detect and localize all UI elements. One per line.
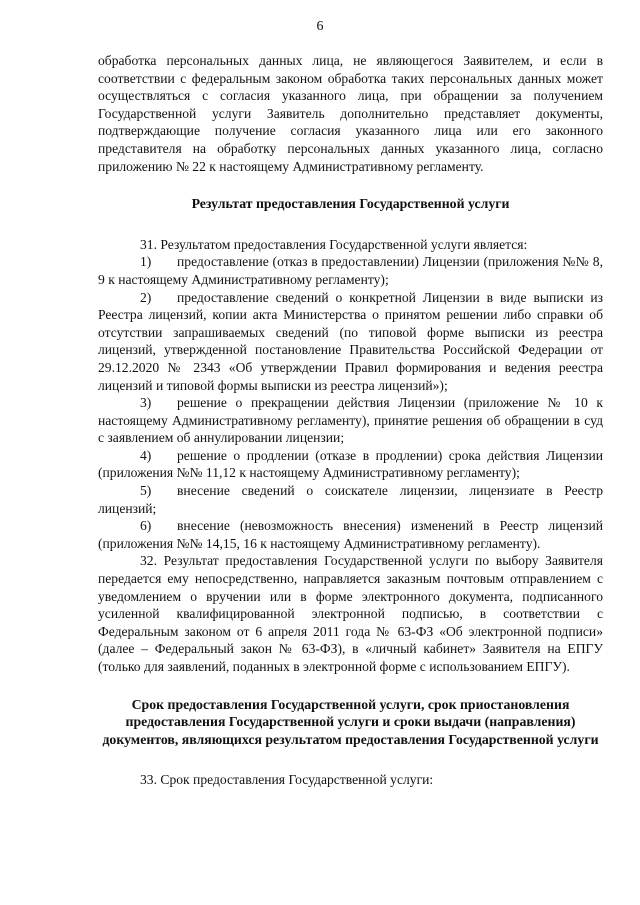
clause-33: 33. Срок предоставления Государственной услуги:: [140, 772, 434, 788]
document-body: [98, 52, 603, 789]
list-item: [98, 394, 603, 447]
list-item: [98, 253, 603, 288]
list-item-number: 6): [140, 518, 152, 534]
list-item-text: предоставление (отказ в предоставлении) Лицензии (приложения №№ 8, 9 к настоящему Административному регламенту);: [98, 254, 603, 287]
list-item-text: решение о продлении (отказе в продлении) срока действия Лицензии (приложения №№ 11,12 к настоящему Административному регламенту);: [98, 447, 603, 481]
list-item-number: 5): [140, 483, 152, 499]
list-item: [98, 482, 603, 517]
section-heading-terms: Срок предоставления Государственной услуги, срок приостановления предоставления Государственной услуги и сроки выдачи (направления) документов, являющихся результатом предоставления Государственной услуги: [102, 696, 599, 747]
list-item-text: внесение сведений о соискателе лицензии, лицензиате в Реестр лицензий;: [98, 483, 603, 516]
clause-32: 32. Результат предоставления Государственной услуги по выбору Заявителя передается ему непосредственно, направляется заказным почтовым отправлением с уведомлением о вручении или в форме электронного документа, подписанного усиленной квалифицированной электронной подписью, в соответствии с Федеральным законом от 6 апреля 2011 года № 63-ФЗ «Об электронной подписи» (далее – Федеральный закон № 63-ФЗ), в «личный кабинет» Заявителя на ЕПГУ (только для заявлений, поданных в электронной форме с использованием ЕПГУ).: [98, 553, 603, 674]
list-item-number: 3): [140, 395, 152, 411]
intro-paragraph: обработка персональных данных лица, не являющегося Заявителем, и если в соответствии с федеральным законом обработка таких персональных данных может осуществляться с согласия указанного лица, при обращении за получением Государственной услуги Заявитель дополнительно представляет документы, подтверждающие получение согласия указанного лица или его законного представителя на обработку персональных данных указанного лица, согласно приложению № 22 к настоящему Административному регламенту.: [98, 53, 603, 174]
section-heading-result: Результат предоставления Государственной услуги: [191, 196, 510, 212]
list-item-number: 1): [140, 254, 152, 270]
list-item-text: предоставление сведений о конкретной Лицензии в виде выписки из Реестра лицензий, копии акта Министерства о принятом решении либо справки об отсутствии запрашиваемых сведений (по типовой форме выписки из реестра лицензий, утвержденной постановление Правительства Российской Федерации от 29.12.2020 № 2343 «Об утверждении Правил формирования и ведения реестра лицензий и типовой формы выписки из реестра лицензий»);: [98, 289, 603, 393]
list-item-number: 4): [140, 447, 152, 463]
clause-31-intro: 31. Результатом предоставления Государственной услуги является:: [140, 236, 528, 252]
list-item-text: внесение (невозможность внесения) изменений в Реестр лицензий (приложения №№ 14,15, 16 к настоящему Административному регламенту).: [98, 518, 603, 551]
list-item-text: решение о прекращении действия Лицензии (приложение № 10 к настоящему Административному регламенту), принятие решения об обращении в суд с заявлением об аннулировании лицензии;: [98, 395, 603, 446]
list-item: [98, 289, 603, 395]
page-number: 6: [316, 19, 324, 34]
list-item: [98, 447, 603, 482]
list-item-number: 2): [140, 289, 152, 305]
list-item: [98, 517, 603, 552]
